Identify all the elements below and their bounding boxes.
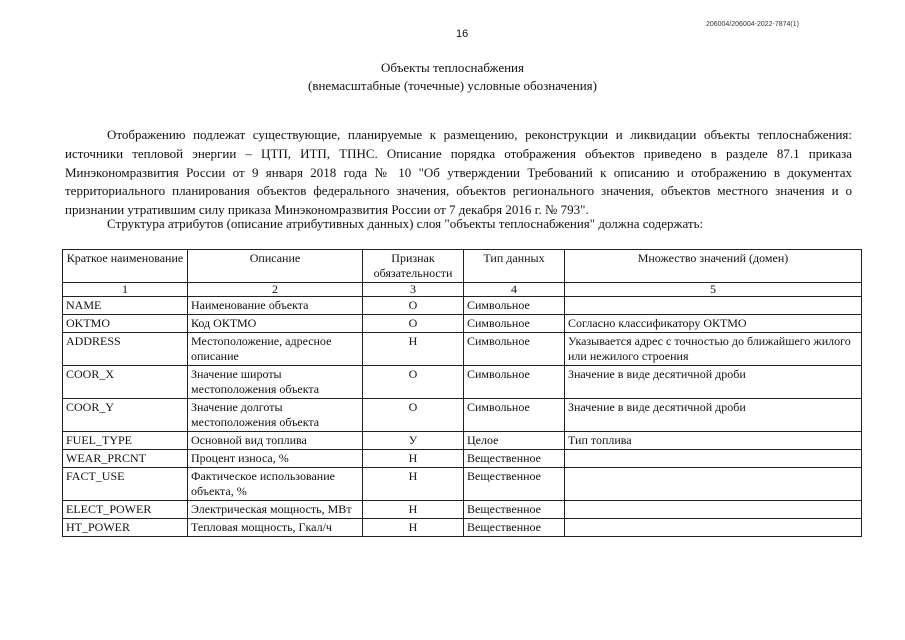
- section-subtitle: (внемасштабные (точечные) условные обозначения): [308, 78, 597, 93]
- structure-description: Структура атрибутов (описание атрибутивных данных) слоя "объекты теплоснабжения" должна содержать:: [107, 216, 704, 231]
- cell-domain: [565, 501, 862, 519]
- cell-data-type: Символьное: [464, 333, 565, 366]
- attributes-table: [62, 249, 862, 537]
- cell-description: Местоположение, адресное описание: [188, 333, 363, 366]
- table-header-row: [63, 250, 862, 283]
- cell-data-type: Вещественное: [464, 450, 565, 468]
- cell-data-type: Вещественное: [464, 501, 565, 519]
- cell-data-type: Символьное: [464, 297, 565, 315]
- table-row: [63, 450, 862, 468]
- cell-domain: [565, 450, 862, 468]
- header-domain: Множество значений (домен): [565, 250, 862, 283]
- cell-domain: [565, 519, 862, 537]
- column-number: 1: [63, 283, 188, 297]
- cell-domain: Значение в виде десятичной дроби: [565, 366, 862, 399]
- cell-short-name: HT_POWER: [63, 519, 188, 537]
- column-number: 2: [188, 283, 363, 297]
- cell-data-type: Символьное: [464, 315, 565, 333]
- cell-mandatory: Н: [363, 450, 464, 468]
- cell-domain: Тип топлива: [565, 432, 862, 450]
- cell-domain: [565, 468, 862, 501]
- cell-short-name: FACT_USE: [63, 468, 188, 501]
- cell-mandatory: О: [363, 366, 464, 399]
- cell-description: Фактическое использование объекта, %: [188, 468, 363, 501]
- header-description: Описание: [188, 250, 363, 283]
- cell-domain: Значение в виде десятичной дроби: [565, 399, 862, 432]
- table-row: [63, 519, 862, 537]
- cell-data-type: Целое: [464, 432, 565, 450]
- cell-domain: Согласно классификатору ОКТМО: [565, 315, 862, 333]
- cell-description: Процент износа, %: [188, 450, 363, 468]
- cell-data-type: Вещественное: [464, 519, 565, 537]
- table-row: [63, 432, 862, 450]
- cell-mandatory: Н: [363, 333, 464, 366]
- cell-mandatory: О: [363, 315, 464, 333]
- cell-mandatory: О: [363, 297, 464, 315]
- cell-description: Значение долготы местоположения объекта: [188, 399, 363, 432]
- intro-paragraph: Отображению подлежат существующие, планируемые к размещению, реконструкции и ликвидации объекты теплоснабжения: источники тепловой энергии – ЦТП, ИТП, ТПНС. Описание порядка отображения объектов приведено в разделе 87.1 приказа Минэкономразвития России от 9 января 2018 года № 10 "Об утверждении Требований к описанию и отображению в документах территориального планирования объектов федерального значения, объектов регионального значения, объектов местного значения и о признании утратившим силу приказа Минэкономразвития России от 7 декабря 2016 г. № 793".: [65, 127, 852, 218]
- cell-mandatory: У: [363, 432, 464, 450]
- cell-description: Электрическая мощность, МВт: [188, 501, 363, 519]
- cell-short-name: COOR_X: [63, 366, 188, 399]
- column-number: 4: [464, 283, 565, 297]
- cell-short-name: WEAR_PRCNT: [63, 450, 188, 468]
- table-row: [63, 468, 862, 501]
- cell-mandatory: Н: [363, 468, 464, 501]
- table-row: [63, 366, 862, 399]
- cell-mandatory: Н: [363, 501, 464, 519]
- cell-short-name: NAME: [63, 297, 188, 315]
- header-data-type: Тип данных: [464, 250, 565, 283]
- cell-data-type: Символьное: [464, 366, 565, 399]
- cell-domain: Указывается адрес с точностью до ближайшего жилого или нежилого строения: [565, 333, 862, 366]
- header-short-name: Краткое наименование: [63, 250, 188, 283]
- cell-short-name: ADDRESS: [63, 333, 188, 366]
- header-mandatory: Признак обязательности: [363, 250, 464, 283]
- cell-short-name: FUEL_TYPE: [63, 432, 188, 450]
- cell-description: Код ОКТМО: [188, 315, 363, 333]
- document-code: 206004/206004-2022-7874(1): [705, 21, 799, 28]
- cell-short-name: ELECT_POWER: [63, 501, 188, 519]
- column-number-row: [63, 283, 862, 297]
- cell-description: Тепловая мощность, Гкал/ч: [188, 519, 363, 537]
- column-number: 5: [565, 283, 862, 297]
- cell-data-type: Символьное: [464, 399, 565, 432]
- cell-data-type: Вещественное: [464, 468, 565, 501]
- cell-short-name: COOR_Y: [63, 399, 188, 432]
- column-number: 3: [363, 283, 464, 297]
- cell-description: Основной вид топлива: [188, 432, 363, 450]
- table-row: [63, 297, 862, 315]
- table-row: [63, 501, 862, 519]
- cell-description: Значение широты местоположения объекта: [188, 366, 363, 399]
- cell-mandatory: Н: [363, 519, 464, 537]
- table-row: [63, 399, 862, 432]
- cell-short-name: OKTMO: [63, 315, 188, 333]
- section-title: Объекты теплоснабжения: [381, 60, 524, 75]
- cell-mandatory: О: [363, 399, 464, 432]
- cell-description: Наименование объекта: [188, 297, 363, 315]
- table-row: [63, 333, 862, 366]
- table-row: [63, 315, 862, 333]
- page-number: 16: [456, 28, 469, 40]
- cell-domain: [565, 297, 862, 315]
